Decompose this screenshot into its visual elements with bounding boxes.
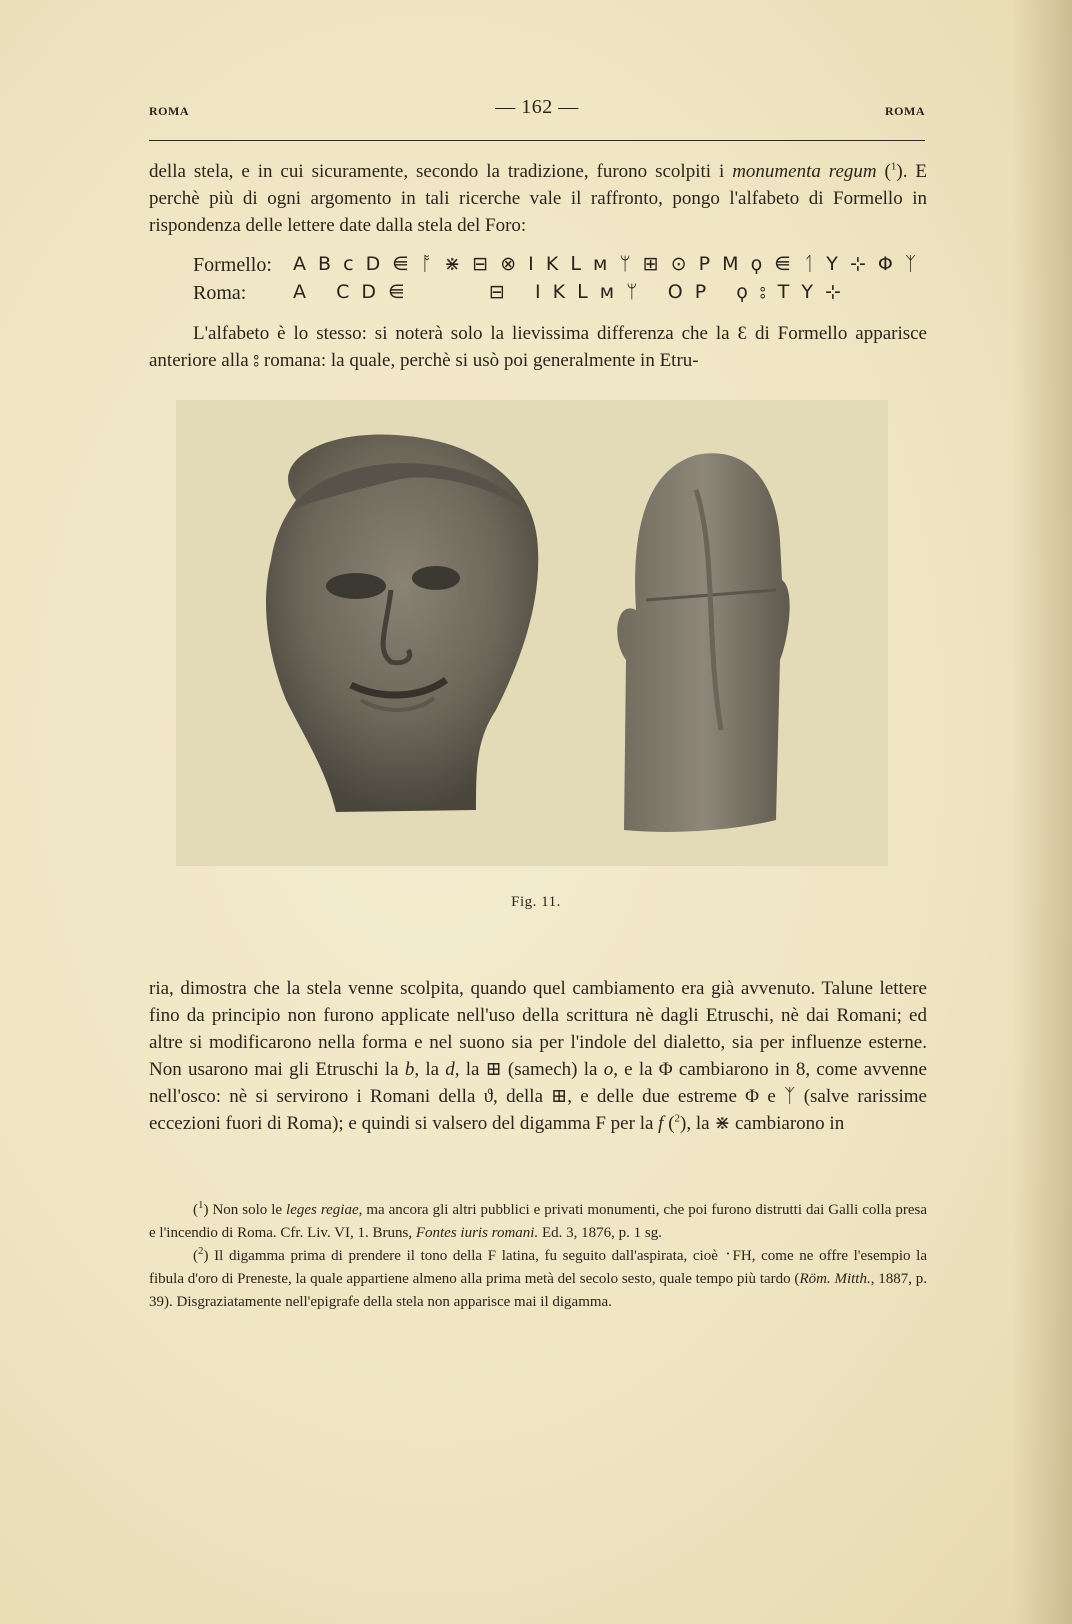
- paragraph-1: [149, 158, 927, 239]
- p3-text-e: (: [663, 1113, 675, 1134]
- formello-label: Formello:: [193, 254, 272, 276]
- fn1-italic-b: Fontes iuris romani.: [415, 1225, 539, 1241]
- terracotta-head: [266, 434, 538, 812]
- paragraph-2: [149, 320, 927, 374]
- fn1-text-a: Non solo le: [208, 1202, 287, 1218]
- footnote-1-mark: 1: [198, 1199, 204, 1211]
- page-number: — 162 —: [495, 96, 579, 118]
- p3-text-d: , e la Φ cambiarono in 8, come avvenne nell'osco: nè si servirono i Romani della ϑ, della ⊞, e delle due estreme Φ e ᛉ (salve rarissime eccezioni fuori di Roma); e quindi si valsero del digamma F per la: [149, 1059, 927, 1134]
- p1-text-a: della stela, e in cui sicuramente, secondo la tradizione, furono scolpiti i: [149, 161, 733, 182]
- formello-glyphs: A B c D ⋹ ᚩ ⋇ ⊟ ⊗ I K ᒪ ᴍ ᛘ ⊞ ⊙ P M ϙ ⋹ ᛐ Y ⊹ Φ ᛉ: [293, 253, 920, 275]
- p3-text-b: , la: [414, 1059, 446, 1080]
- fn2-text-b: , 1887, p. 39). Disgraziatamente nell'epigrafe della stela non apparisce mai il digamma.: [149, 1271, 928, 1310]
- footnote-2: ($^2$) Il digamma prima di prendere il tono della F latina, fu seguito dall'aspirata, cioè ᛫FH, come ne offre l'esempio la fibula d'oro di Preneste, la quale appartiene almeno alla prima metà del secolo sesto, quale tempo più tardo (Röm. Mitth., 1887, p. 39). Disgraziatamente nell'epigrafe della stela non apparisce mai il digamma.: [149, 1245, 928, 1310]
- p3-text-a: ria, dimostra che la stela venne scolpita, quando quel cambiamento era già avvenuto. Talune lettere fino da principio non furono applicate nell'uso della scrittura nè dagli Etruschi, nè dai Romani; ed altre si modificarono nella forma e nel suono sia per l'indole del dialetto, sia per influenze esterne. Non usarono mai gli Etruschi la: [149, 978, 927, 1080]
- figure-caption: Fig. 11.: [511, 894, 561, 910]
- p3-italic-b: b: [404, 1059, 415, 1080]
- p3-italic-d: d: [445, 1059, 455, 1080]
- stele-fragment: [617, 453, 789, 832]
- running-header: [149, 96, 925, 122]
- fn1-text-b: , ma ancora gli altri pubblici e privati monumenti, che poi furono distrutti dai Galli colla presa e l'incendio di Roma. Cfr. Liv. VI, 1. Bruns,: [149, 1202, 927, 1241]
- fn1-text-c: Ed. 3, 1876, p. 1 sg.: [538, 1225, 662, 1241]
- p1-text-c: ). E perchè più di ogni argomento in tali ricerche vale il raffronto, pongo l'alfabeto di Formello in rispondenza delle lettere date dalla stela del Foro:: [149, 161, 928, 236]
- footnote-2-mark: 2: [198, 1245, 204, 1257]
- p2-text: L'alfabeto è lo stesso: si noterà solo la lievissima differenza che la Ɛ di Formello apparisce anteriore alla ⦂ romana: la quale, perchè si usò poi generalmente in Etru-: [149, 323, 927, 371]
- p3-text-f: ), la ⋇ cambiarono in: [680, 1113, 845, 1134]
- header-right: ROMA: [885, 104, 925, 118]
- p3-text-c: , la ⊞ (samech) la: [454, 1059, 604, 1080]
- roma-glyphs: A C D ⋹ ⊟ I K ᒪ ᴍ ᛘ O P ϙ ⦂ T Y ⊹: [293, 281, 844, 303]
- footnote-ref-2: 2: [674, 1112, 681, 1125]
- fn2-italic: Röm. Mitth.: [799, 1271, 871, 1287]
- fn2-text-a: Il digamma prima di prendere il tono della F latina, fu seguito dall'aspirata, cioè ᛫FH, come ne offre l'esempio la fibula d'oro di Preneste, la quale appartiene almeno alla prima metà del secolo sesto, quale tempo più tardo (: [149, 1248, 927, 1287]
- roma-label: Roma:: [193, 282, 247, 304]
- fn1-italic-a: leges regiae: [286, 1202, 359, 1218]
- footnotes: [149, 1199, 927, 1314]
- header-rule: [149, 140, 925, 141]
- p3-italic-f: f: [658, 1113, 664, 1134]
- footnote-1: ($^1$) Non solo le leges regiae, ma ancora gli altri pubblici e privati monumenti, che poi furono distrutti dai Galli colla presa e l'incendio di Roma. Cfr. Liv. VI, 1. Bruns, Fontes iuris romani. Ed. 3, 1876, p. 1 sg.: [149, 1199, 927, 1241]
- p1-italic: monumenta regum: [732, 161, 877, 182]
- footnote-ref-1: 1: [890, 160, 897, 173]
- p3-italic-o: o: [603, 1059, 614, 1080]
- paragraph-3: [149, 975, 927, 1137]
- figure-photo: [176, 400, 888, 866]
- header-left: ROMA: [149, 104, 189, 118]
- p1-text-b: (: [876, 161, 891, 182]
